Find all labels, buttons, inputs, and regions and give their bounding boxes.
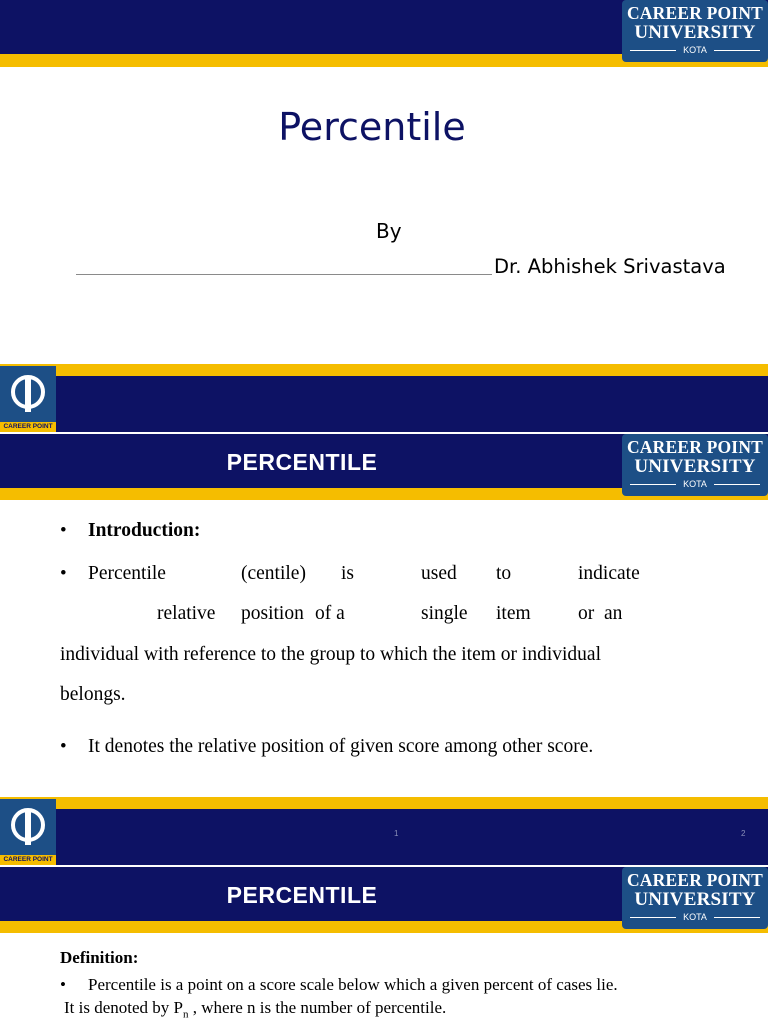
slide-title: Percentile [278, 105, 466, 149]
footer-banner [0, 809, 768, 865]
badge-line1: CAREER POINT [626, 870, 764, 890]
university-badge [622, 434, 768, 496]
career-point-logo-icon [8, 372, 48, 416]
badge-line1: CAREER POINT [626, 3, 764, 23]
footer-gold-stripe [0, 364, 768, 376]
definition-text: , where n is the number of percentile. [188, 998, 447, 1017]
body-line: individual with reference to the group to which the item or individual [60, 644, 601, 665]
career-point-logo-text: CAREER POINT [0, 855, 56, 865]
bullet-dot: • [60, 736, 67, 757]
row2-word: single [421, 603, 468, 624]
row2-word: item [496, 603, 531, 624]
university-badge [622, 0, 768, 62]
author-name: Dr. Abhishek Srivastava [494, 255, 726, 278]
row1-word: (centile) [241, 563, 306, 584]
slide3-header-title: PERCENTILE [226, 882, 378, 908]
badge-line2: UNIVERSITY [634, 456, 756, 477]
row2-word: or [578, 603, 595, 624]
university-badge [622, 867, 768, 929]
page-number-left: 1 [394, 829, 399, 838]
row1-word: to [496, 563, 512, 584]
bullet-dot: • [60, 563, 67, 584]
body-line: It denotes the relative position of given score among other score. [88, 736, 594, 757]
row1-word: used [421, 563, 457, 584]
row2-word: relative [157, 603, 216, 624]
row2-word: position [241, 603, 304, 624]
page-number-right: 2 [741, 829, 746, 838]
slide2-header-title: PERCENTILE [226, 449, 378, 475]
row1-word: is [341, 563, 355, 584]
badge-line1: CAREER POINT [626, 437, 764, 457]
footer-banner [0, 376, 768, 432]
definition-text: It is denoted by P [64, 998, 183, 1017]
badge-line2: UNIVERSITY [634, 889, 756, 910]
footer-gold-stripe [0, 797, 768, 809]
definition-line [64, 997, 446, 1024]
row2-word: of a [315, 603, 345, 624]
badge-line3: KOTA [622, 911, 768, 923]
row2-word: an [604, 603, 623, 624]
bullet-dot: • [60, 975, 66, 994]
bullet-dot: • [60, 520, 67, 541]
definition-heading: Definition: [60, 948, 139, 967]
body-line: belongs. [60, 684, 126, 705]
percentile-subscript: n [183, 1008, 189, 1021]
career-point-logo-text: CAREER POINT [0, 422, 56, 432]
career-point-logo-icon [8, 805, 48, 849]
row1-word: Percentile [88, 563, 166, 584]
by-label: By [376, 219, 402, 243]
definition-line: Percentile is a point on a score scale below which a given percent of cases lie. [88, 975, 618, 994]
row1-word: indicate [578, 563, 640, 584]
author-underline [76, 274, 492, 275]
badge-line3: KOTA [622, 44, 768, 56]
career-point-logo [0, 799, 56, 865]
badge-line3: KOTA [622, 478, 768, 490]
career-point-logo [0, 366, 56, 432]
intro-heading: Introduction: [88, 520, 201, 541]
badge-line2: UNIVERSITY [634, 22, 756, 43]
